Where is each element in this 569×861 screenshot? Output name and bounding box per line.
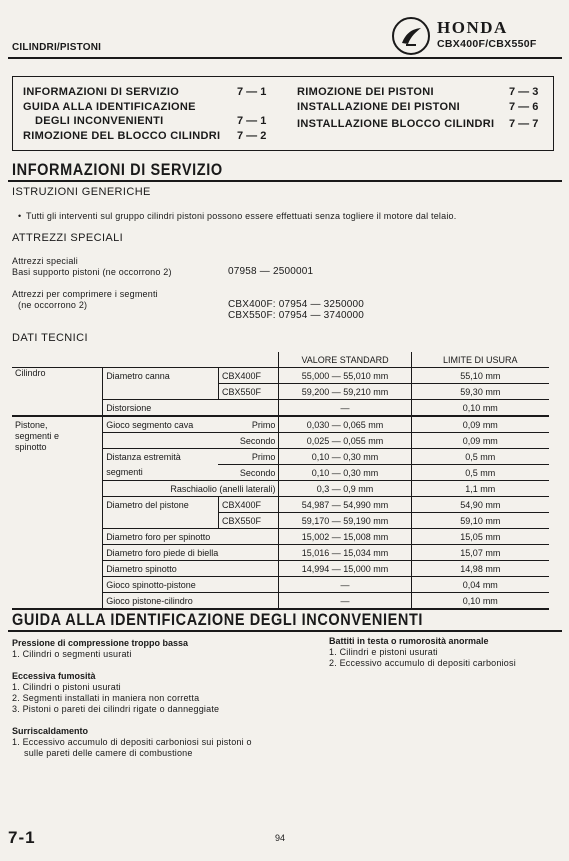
symptom-title: Eccessiva fumosità	[12, 671, 96, 681]
toc-item-page: 7 — 6	[509, 101, 539, 113]
variant-label: CBX400F	[218, 368, 278, 384]
standard-value: —	[279, 400, 411, 417]
variant-label: Primo	[218, 416, 278, 433]
standard-value: 0,025 — 0,055 mm	[279, 433, 411, 449]
symptom-title: Surriscaldamento	[12, 726, 89, 736]
limit-value: 1,1 mm	[411, 481, 549, 497]
variant-label: CBX550F	[218, 384, 278, 400]
table-of-contents	[12, 76, 554, 151]
cause-item-cont: sulle pareti delle camere di combustione	[24, 748, 193, 758]
row-label: Gioco segmento cava	[103, 416, 219, 433]
toc-item-label: INSTALLAZIONE DEI PISTONI	[297, 101, 460, 113]
toc-item-page: 7 — 2	[237, 130, 267, 142]
limit-value: 15,07 mm	[411, 545, 549, 561]
section-header: CILINDRI/PISTONI	[12, 42, 102, 53]
tool1-label: Basi supporto pistoni (ne occorrono 2)	[12, 267, 172, 277]
row-label: Diametro del pistone	[106, 499, 189, 510]
table-row	[12, 416, 549, 433]
tool2-code-b: CBX550F: 07954 — 3740000	[228, 310, 365, 321]
standard-value: 0,10 — 0,30 mm	[279, 465, 411, 481]
limit-value: 59,30 mm	[411, 384, 549, 400]
limit-value: 0,09 mm	[411, 416, 549, 433]
limit-value: 14,98 mm	[411, 561, 549, 577]
tool1-code: 07958 — 2500001	[228, 266, 314, 277]
row-label: Gioco pistone-cilindro	[106, 595, 193, 606]
limit-value: 0,5 mm	[411, 465, 549, 481]
row-label: Distorsione	[106, 402, 152, 413]
bullet-icon: •	[18, 211, 22, 221]
toc-item-page: 7 — 3	[509, 86, 539, 98]
row-label: Diametro foro per spinotto	[103, 529, 279, 545]
standard-value: 59,200 — 59,210 mm	[279, 384, 411, 400]
col-header-standard: VALORE STANDARD	[279, 352, 411, 368]
cause-item: 2. Eccessivo accumulo di depositi carboniosi	[329, 658, 516, 668]
cause-item: 3. Pistoni o pareti dei cilindri rigate o danneggiate	[12, 704, 220, 714]
tool2-label-note: (ne occorrono 2)	[18, 300, 88, 310]
toc-item-label: INFORMAZIONI DI SERVIZIO	[23, 86, 180, 98]
standard-value: 0,030 — 0,065 mm	[279, 416, 411, 433]
variant-label: CBX400F	[218, 497, 278, 513]
standard-value: 55,000 — 55,010 mm	[279, 368, 411, 384]
group-label-line: segmenti e	[15, 431, 60, 441]
cause-item: 1. Cilindri e pistoni usurati	[329, 647, 438, 657]
standard-value: —	[279, 593, 411, 610]
row-label: Diametro foro piede di biella	[103, 545, 279, 561]
row-label: Raschiaolio (anelli laterali)	[103, 481, 279, 497]
toc-item-label: INSTALLAZIONE BLOCCO CILINDRI	[297, 118, 495, 130]
honda-wing-logo-icon	[392, 17, 430, 55]
standard-value: 0,3 — 0,9 mm	[279, 481, 411, 497]
row-label: Diametro spinotto	[103, 561, 279, 577]
row-label: segmenti	[103, 465, 219, 481]
limit-value: 59,10 mm	[411, 513, 549, 529]
header-rule	[8, 57, 562, 59]
symptom-title: Battiti in testa o rumorosità anormale	[329, 636, 489, 646]
cause-item: 1. Eccessivo accumulo di depositi carboniosi sui pistoni o	[12, 737, 252, 747]
tool2-code-a: CBX400F: 07954 — 3250000	[228, 299, 365, 310]
limit-value: 55,10 mm	[411, 368, 549, 384]
tool2-label: Attrezzi per comprimere i segmenti	[12, 289, 158, 299]
variant-label: Secondo	[218, 465, 278, 481]
limit-value: 54,90 mm	[411, 497, 549, 513]
special-tools-heading: ATTREZZI SPECIALI	[12, 232, 124, 244]
standard-value: 59,170 — 59,190 mm	[279, 513, 411, 529]
standard-value: —	[279, 577, 411, 593]
toc-item-page: 7 — 1	[237, 86, 267, 98]
variant-label: Primo	[218, 449, 278, 465]
group-pistone	[12, 416, 103, 609]
brand-name: HONDA	[437, 18, 508, 37]
tech-data-table	[12, 352, 549, 610]
table-row	[12, 400, 549, 417]
general-instructions-heading: ISTRUZIONI GENERICHE	[12, 186, 151, 198]
cause-item: 1. Cilindri o pistoni usurati	[12, 682, 121, 692]
toc-item-page: 7 — 1	[237, 115, 267, 127]
service-info-title: INFORMAZIONI DI SERVIZIO	[12, 161, 223, 180]
variant-label: CBX550F	[218, 513, 278, 529]
standard-value: 0,10 — 0,30 mm	[279, 449, 411, 465]
toc-item-label: DEGLI INCONVENIENTI	[35, 115, 164, 127]
toc-item-page: 7 — 7	[509, 118, 539, 130]
standard-value: 14,994 — 15,000 mm	[279, 561, 411, 577]
page-number: 94	[275, 833, 286, 843]
group-label-line: Pistone,	[15, 420, 48, 430]
cause-item: 1. Cilindri o segmenti usurati	[12, 649, 132, 659]
standard-value: 54,987 — 54,990 mm	[279, 497, 411, 513]
table-row	[12, 352, 549, 368]
section-rule	[8, 180, 562, 182]
table-row	[12, 368, 549, 384]
toc-item-label: GUIDA ALLA IDENTIFICAZIONE	[23, 101, 196, 113]
limit-value: 0,04 mm	[411, 577, 549, 593]
section-rule	[8, 630, 562, 632]
limit-value: 15,05 mm	[411, 529, 549, 545]
general-instruction-text: Tutti gli interventi sul gruppo cilindri pistoni possono essere effettuati senza togliere il motore dal telaio.	[26, 211, 457, 221]
limit-value: 0,10 mm	[411, 593, 549, 610]
symptom-title: Pressione di compressione troppo bassa	[12, 638, 189, 648]
toc-item-label: RIMOZIONE DEI PISTONI	[297, 86, 434, 98]
standard-value: 15,002 — 15,008 mm	[279, 529, 411, 545]
toc-item-label: RIMOZIONE DEL BLOCCO CILINDRI	[23, 130, 221, 142]
row-label: Gioco spinotto-pistone	[103, 577, 279, 593]
chapter-page-number: 7-1	[8, 828, 36, 847]
group-cilindro: Cilindro	[12, 368, 103, 400]
group-label-line: spinotto	[15, 442, 47, 452]
standard-value: 15,016 — 15,034 mm	[279, 545, 411, 561]
cause-item: 2. Segmenti installati in maniera non corretta	[12, 693, 200, 703]
col-header-limit: LIMITE DI USURA	[411, 352, 549, 368]
tech-data-heading: DATI TECNICI	[12, 332, 88, 344]
troubleshooting-title: GUIDA ALLA IDENTIFICAZIONE DEGLI INCONVENIENTI	[12, 611, 424, 630]
model-name: CBX400F/CBX550F	[437, 38, 537, 50]
limit-value: 0,10 mm	[411, 400, 549, 417]
limit-value: 0,09 mm	[411, 433, 549, 449]
row-label: Distanza estremità	[106, 451, 181, 462]
variant-label: Secondo	[218, 433, 278, 449]
row-label: Diametro canna	[106, 370, 170, 381]
limit-value: 0,5 mm	[411, 449, 549, 465]
tools-label: Attrezzi speciali	[12, 256, 78, 266]
